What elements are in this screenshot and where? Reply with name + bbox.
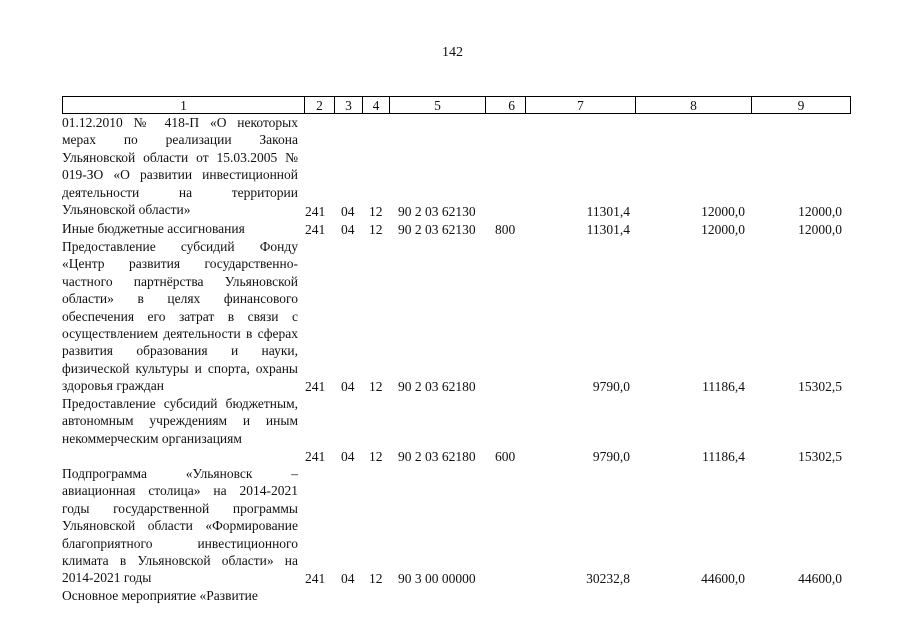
cell-col-2: 241 — [305, 221, 326, 237]
cell-col-9: 12000,0 — [798, 221, 842, 237]
cell-col-8: 44600,0 — [701, 570, 745, 586]
table-row — [0, 238, 905, 395]
header-col-3: 3 — [335, 97, 363, 113]
table-row — [0, 395, 905, 465]
cell-col-8: 12000,0 — [701, 203, 745, 219]
cell-col-7: 30232,8 — [586, 570, 630, 586]
cell-col-9: 15302,5 — [798, 448, 842, 464]
header-col-9: 9 — [797, 98, 805, 113]
header-col-1: 1 — [63, 97, 305, 113]
cell-col-2: 241 — [305, 448, 326, 464]
cell-col-6: 800 — [495, 221, 516, 237]
cell-col-2: 241 — [305, 570, 326, 586]
header-col-5: 5 — [390, 97, 486, 113]
cell-col-8: 12000,0 — [701, 221, 745, 237]
cell-col-7: 11301,4 — [586, 221, 630, 237]
header-col-8: 8 — [636, 97, 752, 113]
cell-col-5: 90 3 00 00000 — [398, 570, 476, 586]
table-row — [0, 465, 905, 587]
cell-col-9: 12000,0 — [798, 203, 842, 219]
cell-col-2: 241 — [305, 203, 326, 219]
cell-col-7: 9790,0 — [592, 448, 630, 464]
cell-col-4: 12 — [369, 378, 383, 394]
cell-col-5: 90 2 03 62180 — [398, 448, 476, 464]
header-col-6: 6 — [486, 97, 526, 113]
cell-col-4: 12 — [369, 203, 383, 219]
row-description: Предоставление субсидий бюджетным, автономным учреждениям и иным некоммерческим организациям — [62, 396, 298, 446]
cell-col-9: 44600,0 — [798, 570, 842, 586]
table-header — [62, 96, 851, 114]
cell-col-4: 12 — [369, 448, 383, 464]
cell-col-5: 90 2 03 62130 — [398, 203, 476, 219]
cell-col-5: 90 2 03 62180 — [398, 378, 476, 394]
cell-col-3: 04 — [341, 378, 355, 394]
header-col-2: 2 — [305, 97, 335, 113]
cell-col-6: 600 — [495, 448, 516, 464]
cell-col-3: 04 — [341, 203, 355, 219]
header-col-7: 7 — [526, 97, 636, 113]
row-description: Иные бюджетные ассигнования — [62, 221, 245, 236]
cell-col-7: 11301,4 — [586, 203, 630, 219]
cell-col-8: 11186,4 — [702, 378, 745, 394]
row-description: Предоставление субсидий Фонду «Центр развития государственно-частного партнёрства Ульяновской области» в целях финансового обеспечения его затрат в связи с осуществлением деятельности в сферах развития образования и науки, физической культуры и спорта, охраны здоровья граждан — [62, 239, 298, 394]
cell-col-3: 04 — [341, 448, 355, 464]
cell-col-2: 241 — [305, 378, 326, 394]
cell-col-4: 12 — [369, 570, 383, 586]
page-number: 142 — [442, 45, 463, 60]
row-description: Подпрограмма «Ульяновск – авиационная столица» на 2014-2021 годы государственной программы Ульяновской области «Формирование благоприятного инвестиционного климата в Ульяновской области» на 2014-2021 годы — [62, 466, 298, 586]
cell-col-5: 90 2 03 62130 — [398, 221, 476, 237]
table-row — [0, 114, 905, 220]
row-description: Основное мероприятие «Развитие — [62, 588, 258, 603]
cell-col-8: 11186,4 — [702, 448, 745, 464]
row-description: 01.12.2010 № 418-П «О некоторых мерах по реализации Закона Ульяновской области от 15.03.2005 № 019-ЗО «О развитии инвестиционной деятельности на территории Ульяновской области» — [62, 115, 298, 218]
cell-col-4: 12 — [369, 221, 383, 237]
cell-col-7: 9790,0 — [592, 378, 630, 394]
header-col-4: 4 — [363, 97, 390, 113]
cell-col-9: 15302,5 — [798, 378, 842, 394]
table-row — [0, 220, 905, 238]
cell-col-3: 04 — [341, 221, 355, 237]
cell-col-3: 04 — [341, 570, 355, 586]
table-row — [0, 587, 905, 605]
